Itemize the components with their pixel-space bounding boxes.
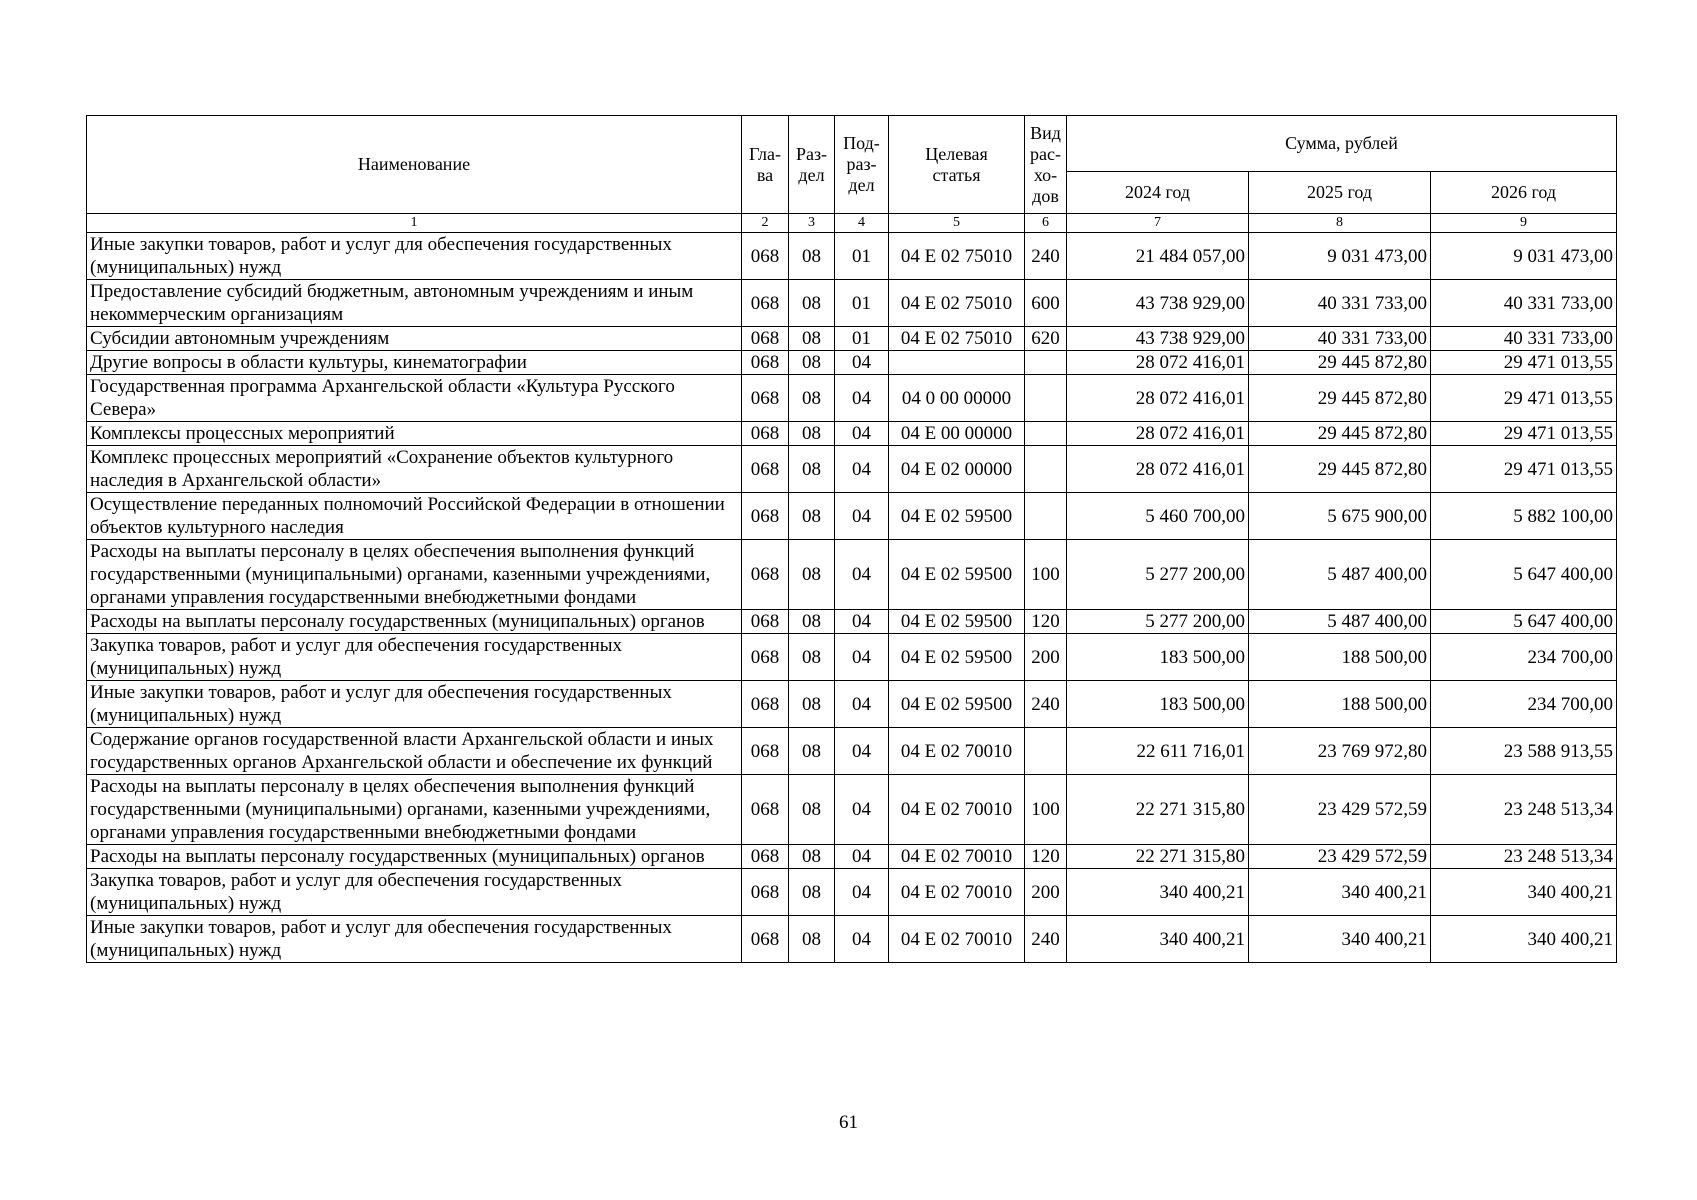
cell-expense-type: 240: [1025, 233, 1067, 280]
header-target: [889, 116, 1025, 214]
cell-sum-2024: 183 500,00: [1067, 634, 1249, 681]
table-row: [87, 775, 1617, 845]
cell-sum-2024: 43 738 929,00: [1067, 280, 1249, 327]
cell-target: 04 Е 02 59500: [889, 610, 1025, 634]
cell-subsection: 04: [835, 845, 889, 869]
cell-target: 04 Е 02 75010: [889, 280, 1025, 327]
column-number: 6: [1025, 214, 1067, 233]
table-row: [87, 233, 1617, 280]
cell-section: 08: [789, 916, 835, 963]
cell-sum-2026: 234 700,00: [1431, 681, 1617, 728]
cell-name: Государственная программа Архангельской области «Культура Русского Севера»: [87, 375, 742, 422]
cell-expense-type: [1025, 351, 1067, 375]
column-number: 3: [789, 214, 835, 233]
table-row: [87, 681, 1617, 728]
cell-expense-type: [1025, 446, 1067, 493]
cell-target: 04 Е 00 00000: [889, 422, 1025, 446]
cell-subsection: 01: [835, 280, 889, 327]
cell-target: 04 Е 02 75010: [889, 233, 1025, 280]
cell-sum-2025: 29 445 872,80: [1249, 422, 1431, 446]
cell-sum-2025: 188 500,00: [1249, 681, 1431, 728]
cell-sum-2024: 22 611 716,01: [1067, 728, 1249, 775]
cell-sum-2025: 5 487 400,00: [1249, 610, 1431, 634]
cell-target: 04 Е 02 59500: [889, 540, 1025, 610]
cell-sum-2026: 5 647 400,00: [1431, 540, 1617, 610]
cell-sum-2025: 340 400,21: [1249, 869, 1431, 916]
cell-section: 08: [789, 280, 835, 327]
cell-name: Другие вопросы в области культуры, кинематографии: [87, 351, 742, 375]
column-number: 2: [742, 214, 789, 233]
cell-sum-2025: 23 429 572,59: [1249, 775, 1431, 845]
budget-table: [86, 115, 1617, 963]
cell-sum-2026: 29 471 013,55: [1431, 375, 1617, 422]
cell-target: 04 0 00 00000: [889, 375, 1025, 422]
cell-name: Комплекс процессных мероприятий «Сохранение объектов культурного наследия в Архангельской области»: [87, 446, 742, 493]
cell-subsection: 04: [835, 493, 889, 540]
cell-expense-type: 100: [1025, 775, 1067, 845]
cell-target: 04 Е 02 59500: [889, 681, 1025, 728]
cell-sum-2024: 43 738 929,00: [1067, 327, 1249, 351]
cell-sum-2025: 5 487 400,00: [1249, 540, 1431, 610]
cell-target: 04 Е 02 70010: [889, 916, 1025, 963]
column-number: 9: [1431, 214, 1617, 233]
cell-chapter: 068: [742, 610, 789, 634]
cell-name: Комплексы процессных мероприятий: [87, 422, 742, 446]
header-name: Наименование: [87, 116, 742, 214]
cell-chapter: 068: [742, 540, 789, 610]
cell-name: Закупка товаров, работ и услуг для обеспечения государственных (муниципальных) нужд: [87, 869, 742, 916]
cell-name: Осуществление переданных полномочий Российской Федерации в отношении объектов культурного наследия: [87, 493, 742, 540]
cell-subsection: 04: [835, 634, 889, 681]
cell-target: 04 Е 02 70010: [889, 869, 1025, 916]
cell-name: Закупка товаров, работ и услуг для обеспечения государственных (муниципальных) нужд: [87, 634, 742, 681]
cell-section: 08: [789, 351, 835, 375]
cell-sum-2026: 29 471 013,55: [1431, 351, 1617, 375]
cell-sum-2025: 40 331 733,00: [1249, 280, 1431, 327]
cell-subsection: 04: [835, 728, 889, 775]
cell-chapter: 068: [742, 845, 789, 869]
cell-sum-2026: 40 331 733,00: [1431, 327, 1617, 351]
cell-name: Иные закупки товаров, работ и услуг для обеспечения государственных (муниципальных) нужд: [87, 233, 742, 280]
cell-chapter: 068: [742, 869, 789, 916]
cell-subsection: 04: [835, 375, 889, 422]
cell-sum-2025: 29 445 872,80: [1249, 351, 1431, 375]
cell-target: 04 Е 02 75010: [889, 327, 1025, 351]
cell-sum-2024: 21 484 057,00: [1067, 233, 1249, 280]
cell-expense-type: 120: [1025, 845, 1067, 869]
cell-section: 08: [789, 327, 835, 351]
cell-expense-type: 240: [1025, 916, 1067, 963]
cell-subsection: 04: [835, 681, 889, 728]
cell-sum-2025: 9 031 473,00: [1249, 233, 1431, 280]
header-chapter: [742, 116, 789, 214]
cell-expense-type: 100: [1025, 540, 1067, 610]
cell-sum-2025: 340 400,21: [1249, 916, 1431, 963]
cell-sum-2024: 22 271 315,80: [1067, 775, 1249, 845]
cell-chapter: 068: [742, 493, 789, 540]
cell-sum-2024: 5 460 700,00: [1067, 493, 1249, 540]
cell-sum-2026: 40 331 733,00: [1431, 280, 1617, 327]
cell-section: 08: [789, 610, 835, 634]
header-subsection: [835, 116, 889, 214]
cell-sum-2024: 340 400,21: [1067, 869, 1249, 916]
cell-name: Расходы на выплаты персоналу государственных (муниципальных) органов: [87, 845, 742, 869]
cell-name: Иные закупки товаров, работ и услуг для обеспечения государственных (муниципальных) нужд: [87, 681, 742, 728]
table-row: [87, 845, 1617, 869]
cell-sum-2025: 40 331 733,00: [1249, 327, 1431, 351]
cell-sum-2024: 28 072 416,01: [1067, 446, 1249, 493]
cell-subsection: 04: [835, 916, 889, 963]
cell-chapter: 068: [742, 634, 789, 681]
cell-target: 04 Е 02 59500: [889, 634, 1025, 681]
cell-sum-2024: 340 400,21: [1067, 916, 1249, 963]
cell-chapter: 068: [742, 422, 789, 446]
header-chapter-text: Гла- ва: [748, 143, 782, 185]
table-row: [87, 916, 1617, 963]
cell-sum-2026: 23 588 913,55: [1431, 728, 1617, 775]
cell-sum-2025: 23 429 572,59: [1249, 845, 1431, 869]
cell-sum-2026: 234 700,00: [1431, 634, 1617, 681]
cell-section: 08: [789, 728, 835, 775]
cell-target: 04 Е 02 70010: [889, 728, 1025, 775]
cell-target: 04 Е 02 70010: [889, 775, 1025, 845]
header-sum: Сумма, рублей: [1067, 116, 1617, 172]
cell-name: Субсидии автономным учреждениям: [87, 327, 742, 351]
table-row: [87, 446, 1617, 493]
column-number-row: [87, 214, 1617, 233]
cell-chapter: 068: [742, 280, 789, 327]
cell-name: Расходы на выплаты персоналу государственных (муниципальных) органов: [87, 610, 742, 634]
cell-sum-2026: 5 647 400,00: [1431, 610, 1617, 634]
cell-sum-2026: 340 400,21: [1431, 869, 1617, 916]
cell-sum-2026: 29 471 013,55: [1431, 422, 1617, 446]
cell-sum-2024: 183 500,00: [1067, 681, 1249, 728]
cell-name: Расходы на выплаты персоналу в целях обеспечения выполнения функций государственными (муниципальными) органами, казенными учреждениями, органами управления государственными внебюджетными фондами: [87, 540, 742, 610]
cell-subsection: 01: [835, 233, 889, 280]
cell-sum-2025: 188 500,00: [1249, 634, 1431, 681]
cell-expense-type: 240: [1025, 681, 1067, 728]
header-year-2025: 2025 год: [1249, 172, 1431, 214]
cell-expense-type: 200: [1025, 869, 1067, 916]
cell-subsection: 04: [835, 869, 889, 916]
cell-section: 08: [789, 446, 835, 493]
table-row: [87, 610, 1617, 634]
cell-section: 08: [789, 634, 835, 681]
cell-sum-2024: 28 072 416,01: [1067, 422, 1249, 446]
cell-target: 04 Е 02 59500: [889, 493, 1025, 540]
cell-sum-2026: 9 031 473,00: [1431, 233, 1617, 280]
cell-section: 08: [789, 422, 835, 446]
cell-sum-2025: 29 445 872,80: [1249, 446, 1431, 493]
table-body: [87, 233, 1617, 963]
cell-sum-2024: 28 072 416,01: [1067, 351, 1249, 375]
cell-target: 04 Е 02 00000: [889, 446, 1025, 493]
cell-chapter: 068: [742, 775, 789, 845]
table-row: [87, 493, 1617, 540]
cell-section: 08: [789, 375, 835, 422]
cell-sum-2025: 23 769 972,80: [1249, 728, 1431, 775]
table-row: [87, 540, 1617, 610]
cell-target: 04 Е 02 70010: [889, 845, 1025, 869]
cell-expense-type: 120: [1025, 610, 1067, 634]
table-row: [87, 422, 1617, 446]
cell-section: 08: [789, 233, 835, 280]
header-section: [789, 116, 835, 214]
cell-sum-2024: 5 277 200,00: [1067, 610, 1249, 634]
cell-sum-2024: 5 277 200,00: [1067, 540, 1249, 610]
cell-section: 08: [789, 540, 835, 610]
cell-expense-type: [1025, 422, 1067, 446]
cell-expense-type: [1025, 728, 1067, 775]
cell-subsection: 04: [835, 351, 889, 375]
cell-sum-2024: 28 072 416,01: [1067, 375, 1249, 422]
cell-section: 08: [789, 775, 835, 845]
cell-section: 08: [789, 493, 835, 540]
table-row: [87, 327, 1617, 351]
cell-sum-2025: 29 445 872,80: [1249, 375, 1431, 422]
cell-section: 08: [789, 869, 835, 916]
cell-chapter: 068: [742, 728, 789, 775]
cell-expense-type: [1025, 375, 1067, 422]
cell-sum-2026: 29 471 013,55: [1431, 446, 1617, 493]
cell-chapter: 068: [742, 681, 789, 728]
cell-chapter: 068: [742, 351, 789, 375]
header-target-text: Целевая статья: [925, 143, 988, 185]
cell-sum-2026: 340 400,21: [1431, 916, 1617, 963]
cell-subsection: 04: [835, 540, 889, 610]
header-section-text: Раз- дел: [795, 143, 828, 185]
column-number: 5: [889, 214, 1025, 233]
cell-subsection: 04: [835, 610, 889, 634]
cell-sum-2026: 23 248 513,34: [1431, 845, 1617, 869]
cell-name: Иные закупки товаров, работ и услуг для обеспечения государственных (муниципальных) нужд: [87, 916, 742, 963]
cell-chapter: 068: [742, 375, 789, 422]
cell-sum-2026: 23 248 513,34: [1431, 775, 1617, 845]
cell-chapter: 068: [742, 446, 789, 493]
cell-expense-type: 600: [1025, 280, 1067, 327]
cell-expense-type: 620: [1025, 327, 1067, 351]
cell-name: Содержание органов государственной власти Архангельской области и иных государственных органов Архангельской области и обеспечение их функций: [87, 728, 742, 775]
cell-chapter: 068: [742, 327, 789, 351]
column-number: 7: [1067, 214, 1249, 233]
cell-subsection: 04: [835, 446, 889, 493]
cell-chapter: 068: [742, 233, 789, 280]
cell-target: [889, 351, 1025, 375]
cell-chapter: 068: [742, 916, 789, 963]
cell-sum-2026: 5 882 100,00: [1431, 493, 1617, 540]
column-number: 8: [1249, 214, 1431, 233]
cell-expense-type: 200: [1025, 634, 1067, 681]
header-year-2024: 2024 год: [1067, 172, 1249, 214]
column-number: 1: [87, 214, 742, 233]
cell-section: 08: [789, 845, 835, 869]
table-row: [87, 375, 1617, 422]
cell-name: Расходы на выплаты персоналу в целях обеспечения выполнения функций государственными (муниципальными) органами, казенными учреждениями, органами управления государственными внебюджетными фондами: [87, 775, 742, 845]
header-subsection-text: Под- раз- дел: [843, 133, 880, 195]
cell-subsection: 01: [835, 327, 889, 351]
table-row: [87, 869, 1617, 916]
table-row: [87, 634, 1617, 681]
page-number: 61: [839, 1112, 858, 1133]
cell-sum-2024: 22 271 315,80: [1067, 845, 1249, 869]
cell-name: Предоставление субсидий бюджетным, автономным учреждениям и иным некоммерческим организациям: [87, 280, 742, 327]
column-number: 4: [835, 214, 889, 233]
cell-sum-2025: 5 675 900,00: [1249, 493, 1431, 540]
header-expense-type-text: Вид рас- хо- дов: [1030, 122, 1061, 206]
cell-expense-type: [1025, 493, 1067, 540]
table-row: [87, 280, 1617, 327]
table-row: [87, 728, 1617, 775]
cell-subsection: 04: [835, 422, 889, 446]
header-expense-type: [1025, 116, 1067, 214]
cell-section: 08: [789, 681, 835, 728]
header-year-2026: 2026 год: [1431, 172, 1617, 214]
cell-subsection: 04: [835, 775, 889, 845]
table-row: [87, 351, 1617, 375]
